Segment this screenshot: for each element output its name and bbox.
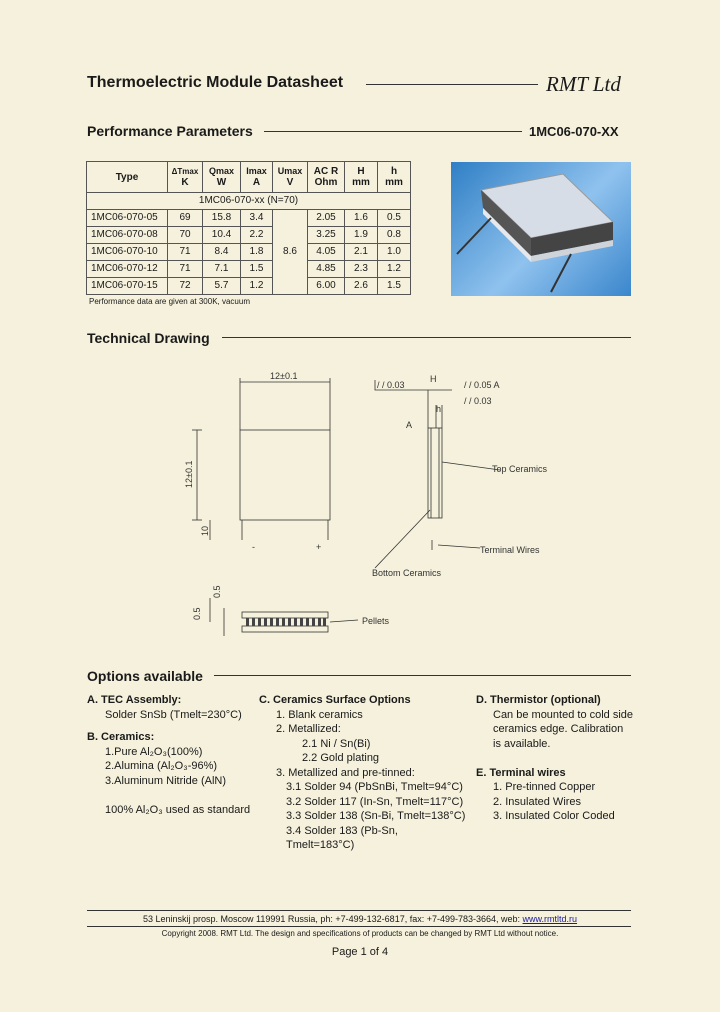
list-item: 3.2 Solder 117 (In-Sn, Tmelt=117°C): [286, 795, 464, 808]
page-number: Page 1 of 4: [331, 946, 389, 958]
terminal-wires-leader: [438, 545, 480, 548]
col-umax: Umax V: [273, 162, 308, 193]
options-rule: [214, 675, 631, 676]
list-item: 3. Metallized and pre-tinned:: [276, 766, 415, 779]
list-item: 2. Insulated Wires: [493, 795, 582, 808]
table-row: [87, 227, 411, 244]
list-item: 100% Al₂O₃ used as standard: [105, 803, 251, 816]
address-text: 53 Leninskij prosp. Moscow 119991 Russia, ph: +7-499-132-6817, fax: +7-499-783-3664, web:: [142, 914, 523, 924]
pellets-label: Pellets: [362, 616, 390, 626]
options-column-2: [259, 693, 469, 853]
cell-type: 1MC06-070-08: [87, 227, 168, 244]
table-header-row: [87, 162, 411, 193]
list-item: ceramics edge. Calibration: [493, 723, 624, 735]
cell-q: 15.8: [203, 210, 241, 227]
cell-type: 1MC06-070-10: [87, 244, 168, 261]
col-qmax: Qmax W: [203, 162, 241, 193]
col-type: Type: [87, 162, 168, 193]
cell-H: 1.9: [345, 227, 378, 244]
performance-rule: [264, 131, 522, 132]
h-label: h: [436, 404, 442, 414]
footer-address: [0, 914, 720, 924]
minus-terminal: -: [252, 542, 255, 552]
list-item: 3.Aluminum Nitride (AlN): [105, 774, 227, 787]
cell-umax: 8.6: [273, 210, 308, 295]
list-item: is available.: [493, 737, 551, 750]
table-row: [87, 278, 411, 295]
flatness-callout-3: / / 0.03: [464, 396, 492, 406]
top-ceramics-label: Top Ceramics: [492, 464, 548, 474]
cell-H: 2.3: [345, 261, 378, 278]
list-item: 3.4 Solder 183 (Pb-Sn, Tmelt=183°C): [286, 824, 398, 851]
pellets-leader: [330, 620, 358, 622]
flatness-callout-1: / / 0.03: [377, 380, 405, 390]
group-label: 1MC06-070-xx (N=70): [87, 193, 411, 210]
list-item: 2. Metallized:: [276, 723, 341, 735]
options-column-1: [87, 693, 257, 817]
table-row: [87, 261, 411, 278]
module-top-view: [240, 430, 330, 520]
product-photo: [451, 162, 631, 296]
table-group-row: [87, 193, 411, 210]
cell-type: 1MC06-070-12: [87, 261, 168, 278]
list-spacer: [476, 751, 646, 766]
cell-acr: 4.85: [308, 261, 345, 278]
cell-acr: 3.25: [308, 227, 345, 244]
cell-acr: 2.05: [308, 210, 345, 227]
cell-i: 3.4: [241, 210, 273, 227]
table-row: [87, 244, 411, 261]
cell-dt: 71: [168, 244, 203, 261]
cell-dt: 70: [168, 227, 203, 244]
datum-A-label: A: [406, 420, 413, 430]
options-column-3: [476, 693, 646, 824]
footer-rule: [87, 910, 631, 911]
list-item: 1. Blank ceramics: [276, 708, 363, 721]
lead-length-label: 10: [200, 525, 210, 536]
performance-table: [86, 161, 411, 295]
cell-h: 0.5: [378, 210, 411, 227]
cell-H: 2.6: [345, 278, 378, 295]
performance-heading: Performance Parameters: [87, 123, 253, 139]
cell-dt: 72: [168, 278, 203, 295]
cell-q: 7.1: [203, 261, 241, 278]
series-label: 1MC06-070-XX: [529, 124, 619, 139]
height-label: 12±0.1: [184, 460, 194, 488]
surface-options-heading: C. Ceramics Surface Options: [259, 694, 411, 706]
ceramics-heading: B. Ceramics:: [87, 731, 155, 743]
list-item: 3.3 Solder 138 (Sn-Bi, Tmelt=138°C): [286, 810, 466, 822]
cell-i: 2.2: [241, 227, 273, 244]
col-h: h mm: [378, 162, 411, 193]
cell-i: 1.5: [241, 261, 273, 278]
cell-H: 1.6: [345, 210, 378, 227]
cell-dt: 69: [168, 210, 203, 227]
table-row: [87, 210, 411, 227]
header-rule: [366, 84, 538, 85]
terminal-wires-heading: E. Terminal wires: [476, 766, 566, 779]
cell-q: 10.4: [203, 227, 241, 244]
list-item: 3. Insulated Color Coded: [493, 810, 615, 822]
list-item: 2.2 Gold plating: [302, 752, 380, 764]
list-item: 2.1 Ni / Sn(Bi): [302, 737, 371, 750]
cell-acr: 6.00: [308, 278, 345, 295]
brand-logo: RMT Ltd: [546, 72, 621, 96]
cell-H: 2.1: [345, 244, 378, 261]
cell-h: 1.2: [378, 261, 411, 278]
document-title: Thermoelectric Module Datasheet: [87, 74, 344, 91]
performance-note: Performance data are given at 300K, vacuum: [89, 297, 250, 306]
list-item: 2.Alumina (Al₂O₃-96%): [105, 760, 218, 772]
cell-i: 1.8: [241, 244, 273, 261]
list-item: 1.Pure Al₂O₃(100%): [105, 745, 203, 758]
thermistor-heading: D. Thermistor (optional): [476, 694, 601, 706]
width-label: 12±0.1: [270, 371, 298, 381]
col-imax: Imax A: [241, 162, 273, 193]
drawing-heading: Technical Drawing: [87, 330, 210, 346]
bottom-ceramics-leader: [375, 510, 430, 568]
list-item: Solder SnSb (Tmelt=230°C): [105, 708, 242, 721]
website-link[interactable]: www.rmtltd.ru: [522, 914, 578, 924]
plus-terminal: +: [316, 542, 322, 552]
cell-h: 0.8: [378, 227, 411, 244]
cell-q: 5.7: [203, 278, 241, 295]
cell-dt: 71: [168, 261, 203, 278]
tec-module-image: [451, 162, 631, 296]
footer-rule-2: [87, 926, 631, 927]
list-item: 3.1 Solder 94 (PbSnBi, Tmelt=94°C): [286, 781, 463, 793]
copyright-text: Copyright 2008. RMT Ltd. The design and specifications of products can be changed by RMT Ltd without notice.: [161, 929, 559, 938]
cell-acr: 4.05: [308, 244, 345, 261]
pellet-group: [246, 618, 326, 626]
list-item: Can be mounted to cold side: [493, 708, 634, 721]
list-item: 1. Pre-tinned Copper: [493, 781, 596, 793]
tec-assembly-heading: A. TEC Assembly:: [87, 694, 182, 706]
cell-h: 1.0: [378, 244, 411, 261]
thickness-label-2: 0.5: [212, 585, 222, 598]
thickness-label-1: 0.5: [192, 607, 202, 620]
cell-i: 1.2: [241, 278, 273, 295]
cell-type: 1MC06-070-15: [87, 278, 168, 295]
cell-h: 1.5: [378, 278, 411, 295]
terminal-wires-label: Terminal Wires: [480, 545, 540, 555]
technical-drawing: [180, 360, 560, 650]
drawing-rule: [222, 337, 631, 338]
list-spacer: [87, 788, 257, 803]
bottom-plate: [242, 626, 328, 632]
flatness-callout-2: / / 0.05 A: [464, 380, 500, 390]
top-plate: [242, 612, 328, 618]
cell-type: 1MC06-070-05: [87, 210, 168, 227]
bottom-ceramics-label: Bottom Ceramics: [372, 568, 442, 578]
cell-q: 8.4: [203, 244, 241, 261]
module-side-view: [428, 428, 442, 518]
options-heading: Options available: [87, 668, 203, 684]
H-label: H: [430, 374, 437, 384]
col-acr: AC R Ohm: [308, 162, 345, 193]
col-H: H mm: [345, 162, 378, 193]
col-dtmax: ΔTmax K: [168, 162, 203, 193]
